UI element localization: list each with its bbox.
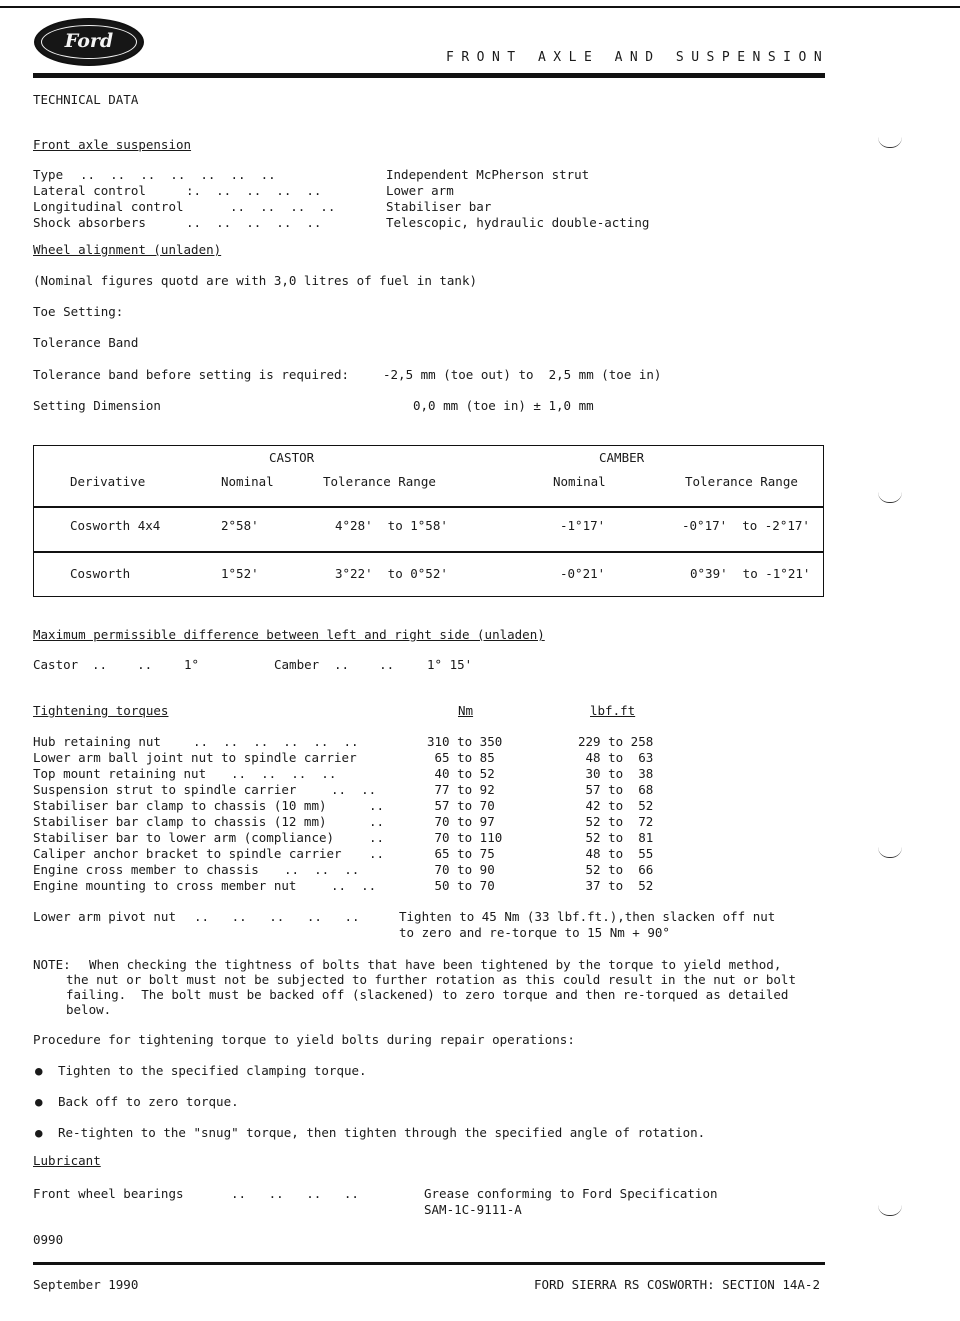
torque-dots: .. — [369, 814, 385, 829]
castor-group-header: CASTOR — [269, 450, 315, 465]
footer-date: September 1990 — [33, 1277, 139, 1292]
torque-lbf: 57 to 68 — [578, 782, 654, 797]
torque-label: Lower arm ball joint nut to spindle carrier — [33, 750, 357, 765]
column-header: Nominal — [553, 474, 606, 489]
torque-label: Top mount retaining nut — [33, 766, 207, 781]
torque-dots: .. — [369, 846, 385, 861]
top-edge-rule — [0, 6, 960, 8]
torque-label: Engine cross member to chassis — [33, 862, 259, 877]
ford-logo — [34, 18, 144, 66]
torque-nm: 77 to 92 — [427, 782, 495, 797]
margin-mark — [878, 137, 902, 148]
torque-nm: 57 to 70 — [427, 798, 495, 813]
spec-label: Lateral control — [33, 183, 146, 198]
spec-label: Shock absorbers — [33, 215, 146, 230]
torque-nm: 40 to 52 — [427, 766, 495, 781]
torque-dots: .. — [369, 830, 385, 845]
note-line: When checking the tightness of bolts that have been tightened by the torque to yield method, — [89, 957, 782, 972]
column-header: Tolerance Range — [685, 474, 798, 489]
torque-label: Hub retaining nut — [33, 734, 161, 749]
torque-label: Suspension strut to spindle carrier — [33, 782, 297, 797]
torque-dots: .. — [369, 798, 385, 813]
pivot-nut-instruction-2: to zero and re-torque to 15 Nm + 90° — [399, 925, 670, 940]
table-cell: 2°58' — [221, 518, 259, 533]
spec-value: Stabiliser bar — [386, 199, 492, 214]
torque-lbf: 30 to 38 — [578, 766, 654, 781]
table-cell: -0°17' to -2°17' — [682, 518, 810, 533]
lubricant-spec-2: SAM-1C-9111-A — [424, 1202, 522, 1217]
bullet-icon: ● — [35, 1063, 43, 1078]
footer-reference: FORD SIERRA RS COSWORTH: SECTION 14A-2 — [534, 1277, 820, 1292]
spec-value: Telescopic, hydraulic double-acting — [386, 215, 650, 230]
document-code: 0990 — [33, 1232, 64, 1247]
torque-nm: 310 to 350 — [427, 734, 503, 749]
header-rule — [33, 73, 825, 78]
tolerance-band-label: Tolerance Band — [33, 335, 139, 350]
column-header: Derivative — [70, 474, 146, 489]
setting-dimension-label: Setting Dimension — [33, 398, 161, 413]
camber-label: Camber — [274, 657, 320, 672]
torque-lbf: 48 to 55 — [578, 846, 654, 861]
ford-logo-text: Ford — [41, 25, 137, 59]
torque-nm: 70 to 97 — [427, 814, 495, 829]
table-cell: 1°52' — [221, 566, 259, 581]
torque-nm: 50 to 70 — [427, 878, 495, 893]
torque-nm: 65 to 85 — [427, 750, 495, 765]
table-cell: 3°22' to 0°52' — [335, 566, 448, 581]
procedure-step: Re-tighten to the "snug" torque, then tighten through the specified angle of rotation. — [58, 1125, 706, 1140]
lubricant-label: Front wheel bearings — [33, 1186, 184, 1201]
fuel-note: (Nominal figures quotd are with 3,0 litres of fuel in tank) — [33, 273, 478, 288]
spec-dots: .. .. .. .. .. — [186, 215, 322, 230]
bullet-icon: ● — [35, 1094, 43, 1109]
torque-dots: .. .. .. — [284, 862, 360, 877]
setting-dimension-value: 0,0 mm (toe in) ± 1,0 mm — [413, 398, 594, 413]
table-cell: -0°21' — [560, 566, 606, 581]
torque-dots: .. .. — [331, 878, 377, 893]
pivot-nut-instruction-1: Tighten to 45 Nm (33 lbf.ft.),then slacken off nut — [399, 909, 776, 924]
torque-nm: 70 to 110 — [427, 830, 503, 845]
torque-dots: .. .. — [331, 782, 377, 797]
procedure-intro: Procedure for tightening torque to yield bolts during repair operations: — [33, 1032, 575, 1047]
torque-label: Stabiliser bar clamp to chassis (10 mm) — [33, 798, 327, 813]
camber-value: 1° 15' — [427, 657, 473, 672]
toe-setting-label: Toe Setting: — [33, 304, 124, 319]
castor-value: 1° — [184, 657, 200, 672]
note-line: the nut or bolt must not be subjected to further rotation as this could result in the nut or bolt — [66, 972, 796, 987]
torque-label: Stabiliser bar to lower arm (compliance) — [33, 830, 335, 845]
torque-label: Caliper anchor bracket to spindle carrier — [33, 846, 342, 861]
margin-mark — [878, 847, 902, 858]
note-label: NOTE: — [33, 957, 71, 972]
torque-lbf: 52 to 72 — [578, 814, 654, 829]
table-cell: -1°17' — [560, 518, 606, 533]
wheel-alignment-heading: Wheel alignment (unladen) — [33, 242, 222, 257]
procedure-step: Tighten to the specified clamping torque. — [58, 1063, 367, 1078]
max-difference-heading: Maximum permissible difference between left and right side (unladen) — [33, 627, 545, 642]
column-header: Tolerance Range — [323, 474, 436, 489]
torques-column-lbf: lbf.ft — [590, 703, 636, 718]
front-axle-heading: Front axle suspension — [33, 137, 192, 152]
torque-lbf: 52 to 66 — [578, 862, 654, 877]
pivot-nut-label: Lower arm pivot nut — [33, 909, 176, 924]
torques-heading: Tightening torques — [33, 703, 169, 718]
spec-dots: .. .. .. .. — [230, 199, 336, 214]
table-cell: Cosworth 4x4 — [70, 518, 161, 533]
torque-label: Engine mounting to cross member nut — [33, 878, 297, 893]
table-cell: 4°28' to 1°58' — [335, 518, 448, 533]
torque-lbf: 42 to 52 — [578, 798, 654, 813]
spec-value: Independent McPherson strut — [386, 167, 590, 182]
lubricant-spec-1: Grease conforming to Ford Specification — [424, 1186, 718, 1201]
lubricant-heading: Lubricant — [33, 1153, 101, 1168]
torque-lbf: 52 to 81 — [578, 830, 654, 845]
camber-group-header: CAMBER — [599, 450, 645, 465]
pivot-nut-dots: .. .. .. .. .. — [194, 909, 360, 924]
torque-lbf: 48 to 63 — [578, 750, 654, 765]
spec-label: Type — [33, 167, 64, 182]
procedure-step: Back off to zero torque. — [58, 1094, 239, 1109]
section-title: TECHNICAL DATA — [33, 92, 139, 107]
castor-label: Castor — [33, 657, 79, 672]
spec-value: Lower arm — [386, 183, 454, 198]
torque-nm: 70 to 90 — [427, 862, 495, 877]
castor-dots: .. .. — [92, 657, 153, 672]
page-header-title: FRONT AXLE AND SUSPENSION — [446, 50, 830, 65]
bullet-icon: ● — [35, 1125, 43, 1140]
table-cell: Cosworth — [70, 566, 131, 581]
note-line: below. — [66, 1002, 112, 1017]
margin-mark — [878, 492, 902, 503]
lubricant-dots: .. .. .. .. — [231, 1186, 359, 1201]
spec-label: Longitudinal control — [33, 199, 184, 214]
torque-dots: .. .. .. .. .. .. — [193, 734, 359, 749]
torque-nm: 65 to 75 — [427, 846, 495, 861]
torque-dots: .. .. .. .. — [231, 766, 337, 781]
torque-lbf: 37 to 52 — [578, 878, 654, 893]
torque-label: Stabiliser bar clamp to chassis (12 mm) — [33, 814, 327, 829]
table-divider-row — [34, 551, 823, 553]
table-divider-header — [34, 506, 823, 508]
margin-mark — [878, 1205, 902, 1216]
spec-dots: :. .. .. .. .. — [186, 183, 322, 198]
table-cell: 0°39' to -1°21' — [690, 566, 811, 581]
torque-lbf: 229 to 258 — [578, 734, 654, 749]
note-line: failing. The bolt must be backed off (slackened) to zero torque and then re-torqued as detailed — [66, 987, 789, 1002]
footer-rule — [33, 1262, 825, 1265]
torques-column-nm: Nm — [458, 703, 474, 718]
spec-dots: .. .. .. .. .. .. .. — [80, 167, 276, 182]
alignment-table — [33, 445, 824, 597]
tolerance-before-value: -2,5 mm (toe out) to 2,5 mm (toe in) — [383, 367, 662, 382]
camber-dots: .. .. — [334, 657, 395, 672]
column-header: Nominal — [221, 474, 274, 489]
tolerance-before-label: Tolerance band before setting is required: — [33, 367, 350, 382]
